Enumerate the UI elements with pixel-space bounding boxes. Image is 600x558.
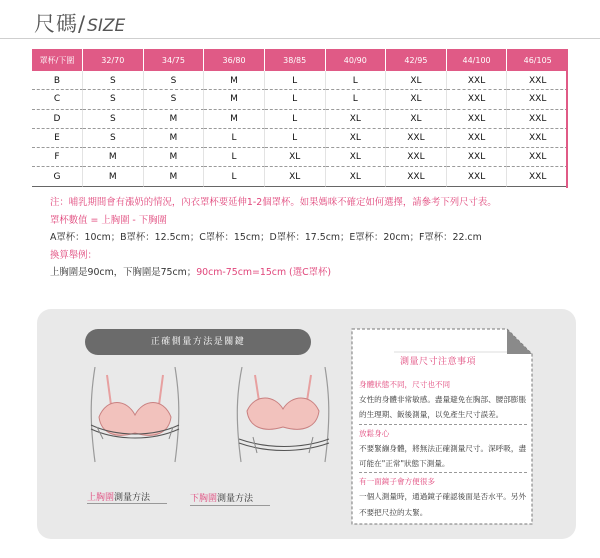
size-cell: L [326, 71, 387, 90]
size-cell: S [83, 71, 144, 90]
lower-bust-caption: 下胸圍測量方法 [190, 494, 254, 504]
size-cell: L [204, 167, 265, 186]
card-section-text: 一個人測量時，通過鏡子確認後面是否水平。另外不要把尺拉的太緊。 [359, 492, 527, 517]
column-header: 32/70 [83, 49, 144, 71]
size-cell: XXL [507, 110, 568, 129]
table-row [32, 167, 568, 186]
upper-bust-caption: 上胸圍測量方法 [87, 493, 151, 503]
size-cell: S [83, 110, 144, 129]
size-cell: L [265, 129, 326, 148]
size-cell: XXL [447, 148, 508, 167]
size-cell: XL [265, 148, 326, 167]
cup-cell: B [32, 71, 83, 90]
nursing-note: 注：哺乳期間會有漲奶的情況，內衣罩杯要延伸1-2個罩杯。如果媽咪不確定如何選擇，請參考下列尺寸表。 [50, 197, 497, 208]
size-cell: S [144, 71, 205, 90]
table-body [32, 71, 568, 187]
card-divider [359, 472, 527, 473]
example-result: 90cm-75cm=15cm (選C罩杯) [196, 267, 332, 279]
table-row [32, 110, 568, 129]
header-divider [0, 38, 600, 39]
size-cell: XXL [507, 71, 568, 90]
column-header: 罩杯/下圍 [32, 49, 83, 71]
cup-values: A罩杯：10cm；B罩杯：12.5cm；C罩杯：15cm；D罩杯：17.5cm；E罩杯：20cm；F罩杯：22.cm [50, 232, 482, 244]
size-cell: M [204, 71, 265, 90]
size-notes [50, 194, 570, 282]
column-header: 36/80 [204, 49, 265, 71]
card-section-heading: 有一面鏡子會方便很多 [359, 477, 435, 487]
size-cell: M [144, 167, 205, 186]
card-section-heading: 放鬆身心 [359, 428, 390, 438]
measurement-notes-card [347, 324, 537, 529]
size-cell: M [204, 110, 265, 129]
measuring-illustration-icon [77, 367, 347, 467]
card-title: 測量尺寸注意事項 [400, 357, 477, 367]
card-section-text: 女性的身體非常敏感。盡量避免在胸部、腰部膨脹的生理期、飯後測量，以免產生尺寸誤差。 [359, 395, 527, 420]
size-cell: XL [326, 167, 387, 186]
size-cell: L [204, 129, 265, 148]
cup-cell: G [32, 167, 83, 186]
cup-cell: F [32, 148, 83, 167]
size-cell: M [144, 148, 205, 167]
column-header: 46/105 [507, 49, 568, 71]
size-cell: L [265, 110, 326, 129]
size-cell: XXL [447, 129, 508, 148]
size-cell: L [265, 71, 326, 90]
size-cell: XXL [447, 110, 508, 129]
caption-underline [87, 503, 167, 504]
example-text: 上胸圍是90cm，下胸圍是75cm； [50, 267, 197, 279]
fitting-title-pill: 正確側量方法是關鍵 [85, 329, 311, 355]
size-cell: XXL [447, 90, 508, 109]
size-cell: M [83, 148, 144, 167]
size-cell: XXL [507, 148, 568, 167]
example-label: 換算舉例： [50, 249, 97, 261]
card-body [359, 377, 527, 520]
column-header: 44/100 [447, 49, 508, 71]
cup-formula-label: 罩杯數值 = 上胸圍 - 下胸圍 [50, 214, 167, 226]
size-cell: XL [386, 90, 447, 109]
table-row [32, 90, 568, 109]
size-cell: XL [386, 110, 447, 129]
card-divider [359, 424, 527, 425]
size-cell: M [144, 110, 205, 129]
size-title-cn: 尺碼/ [34, 12, 87, 36]
size-cell: L [265, 90, 326, 109]
table-row [32, 129, 568, 148]
size-cell: S [83, 129, 144, 148]
size-cell: XXL [386, 148, 447, 167]
size-cell: M [144, 129, 205, 148]
size-cell: XL [265, 167, 326, 186]
size-cell: XXL [507, 90, 568, 109]
size-cell: S [144, 90, 205, 109]
caption-underline [190, 505, 270, 506]
size-cell: S [83, 90, 144, 109]
size-cell: XXL [447, 71, 508, 90]
column-header: 42/95 [386, 49, 447, 71]
size-cell: M [204, 90, 265, 109]
size-cell: L [204, 148, 265, 167]
size-table [32, 49, 568, 187]
size-cell: XXL [507, 167, 568, 186]
column-header: 40/90 [326, 49, 387, 71]
fitting-panel [37, 309, 576, 539]
size-cell: M [83, 167, 144, 186]
cup-cell: D [32, 110, 83, 129]
size-cell: XXL [447, 167, 508, 186]
size-cell: XXL [507, 129, 568, 148]
column-header: 38/85 [265, 49, 326, 71]
card-section-heading: 身體狀態不同，尺寸也不同 [359, 380, 451, 389]
column-header: 34/75 [144, 49, 205, 71]
size-cell: XL [386, 71, 447, 90]
table-row [32, 71, 568, 90]
size-cell: XL [326, 148, 387, 167]
card-section-text: 不要緊繃身體，將無法正確測量尺寸。深呼吸，盡可能在"正常"狀態下測量。 [359, 443, 527, 469]
example-line [50, 264, 570, 282]
table-header-row [32, 49, 568, 71]
table-accent-bar [566, 49, 568, 188]
size-title-en: SIZE [87, 16, 126, 36]
page-header [34, 8, 125, 38]
cup-cell: E [32, 129, 83, 148]
size-cell: L [326, 90, 387, 109]
size-cell: XXL [386, 129, 447, 148]
size-cell: XXL [386, 167, 447, 186]
size-cell: XL [326, 129, 387, 148]
cup-cell: C [32, 90, 83, 109]
table-row [32, 148, 568, 167]
size-cell: XL [326, 110, 387, 129]
